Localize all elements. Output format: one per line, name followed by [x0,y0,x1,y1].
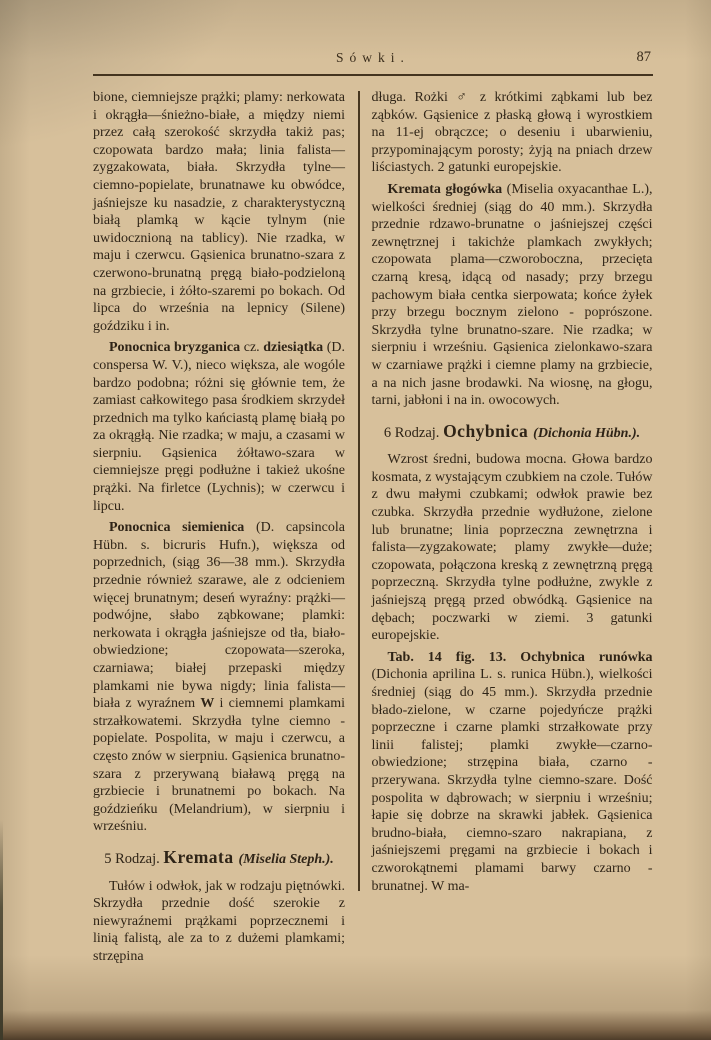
header-rule [93,74,653,76]
paragraph-genus-kremata-description [93,878,345,966]
species-name: Tab. 14 fig. 13. Ochybnica runówka [387,649,653,665]
paragraph-species-kremata-glogowka [372,181,653,410]
text-run: (Miselia oxyacanthae L.), wielkości średniej (siąg do 40 mm.). Skrzydła przednie rdzawo-brunatne o jaśniejszej części zewnętrznej i takichże plamkach zwykłych; czopowata plama—czworoboczna, przecięta czarną kresą, idącą od nasady; przy brzegu pachowym biała centka sierpowata; końce żyłek przy brzegu bocznym zielono - poprószone. Skrzydła tylne brunatno-szare. Nie rzadka; w sierpniu i wrześniu. Gąsienica zielonkawo-szara w czarniawe prążki i ciemne plamy na grzbiecie, a na nich jasne brodawki. Na wiosnę, na głogu, tarni, jabłoni i na in. owocowych. [371,181,653,409]
text-run: Wzrost średni, budowa mocna. Głowa bardzo kosmata, z wystającym czubkiem na czole. Tułów z dwu małymi czubkami; odwłok prawie bez czubka. Skrzydła przednie wydłużone, zielone lub brunatne; linia poprzeczna zewnętrzna i falista—zygzakowate; plamy zwykłe—duże; czopowata, połączona kreską z zewnętrzną pręgą poprzeczną. Skrzydła tylne podłużne, zwykle z jaśniejszą pręgą przed obwódką. Gąsienice na dębach; poczwarki w ziemi. 3 gatunki europejskie. [371,452,653,644]
species-name: Ponocnica bryzganica [109,340,241,356]
text-run: i ciemnemi plamkami strzałkowatemi. Skrzydła tylne ciemno - popielate. Pospolita, w maju i czerwcu, a często znów w sierpniu. Gąsienica brunatno-szara z przerywaną białawą pręgą na grzbiecie i brunatnemi po bokach. Na goździeńku (Melandrium), w sierpniu i wrześniu. [93,696,345,835]
text-columns [93,89,653,966]
paragraph-continuation-right [372,89,653,177]
page-number: 87 [636,49,651,65]
paragraph-species-ponocnica-bryzganica [93,339,345,515]
genus-latin-name: (Miselia Steph.). [238,851,334,867]
text-run: Tułów i odwłok, jak w rodzaju piętnówki. Skrzydła przednie dość szerokie z niewyraźnemi prążkami poprzecznemi i linią falistą, ale za to z dużemi plamkami; strzępina [93,878,345,964]
genus-latin-name: (Dichonia Hübn.). [533,425,641,441]
text-run: cz. [240,340,264,356]
heading-genus-kremata [93,846,345,869]
heading-genus-ochybnica [372,420,653,443]
scan-edge-shadow [0,820,3,1040]
species-name: Ponocnica siemienica [109,520,245,536]
species-name-alt: dziesiątka [263,340,324,356]
text-run: (D. conspersa W. V.), nieco większa, ale wogóle bardzo podobna; różni się głównie tem, że zamiast całkowitego pasa środkiem skrzydeł przednich ma tylko kańciastą plamę białą po za okrągłą. Nie rzadka; w maju, a czasami w sierpniu. Gąsienica żółtawo-szara w ciemniejsze pręgi podłużne i takież ukośne prążki. Na firletce (Lychnis); w czerwcu i lipcu. [93,340,345,514]
text-run: długa. Rożki ♂ z krótkimi ząbkami lub bez ząbków. Gąsienice z płaską głową i wyrostkiem na 11-ej obrączce; o deseniu i ubarwieniu, przypominającym porosty; żyją na pniach drzew liściastych. 2 gatunki europejskie. [371,90,653,176]
page-title: Sówki. [336,50,410,65]
paragraph-species-ochybnica-runowka [372,649,653,895]
genus-number: 6 Rodzaj. [383,424,444,441]
text-run: (Dichonia aprilina L. s. runica Hübn.), wielkości średniej (siąg do 45 mm.). Skrzydła przednie błado-zielone, w czarne pojedyńcze prążki poprzeczne i czarne plamki strzałkowate przy linii falistej; plamki zwykłe—czarno-obwiedzione; strzępina biała, czarno - przerywana. Skrzydła tylne ciemno-szare. Dość pospolita w dąbrowach; w sierpniu i wrześniu; łapie się dobrze na skrawki jabłek. Gąsienica brudno-biała, ciemno-szaro nakrapiana, z jaśniejszemi pręgami na grzbiecie i bokach i czworokątnemi plamami barwy czarno - brunatnej. W ma- [371,667,653,894]
paragraph-continuation-left [93,89,345,335]
text-run: bione, ciemniejsze prążki; plamy: nerkowata i okrągła—śnieżno-białe, a między niemi przez całą szerokość skrzydła takiż pas; czopowata bardzo mała; linia falista—zygzakowata, biała. Skrzydła tylne—ciemno-popielate, brunatnawe ku obwódce, jaśniejsze ku nasadzie, z charakterystyczną białą plamką w kącie tylnym (nie uwidocznioną na tablicy). Nie rzadka, w maju i czerwcu. Gąsienica brunatno-szara z czerwono-brunatną pręgą biało-podzieloną na grzbiecie, i żółto-szaremi po bokach. Od lipca do września na lepnicy (Silene) goździku i in. [93,90,345,334]
species-name: Kremata głogówka [387,181,503,197]
running-head [93,50,653,70]
left-column [93,89,345,966]
page-content [93,50,653,966]
genus-name: Kremata [163,846,239,867]
paragraph-species-ponocnica-siemienica [93,519,345,836]
text-run: W [200,696,215,712]
genus-number: 5 Rodzaj. [104,850,164,867]
genus-name: Ochybnica [443,420,534,441]
paragraph-genus-ochybnica-description [372,451,653,645]
right-column [372,89,653,895]
text-run: (D. capsincola Hübn. s. bicruris Hufn.), większa od poprzednich, (siąg 36—38 mm.). Skrzydła przednie również szarawe, ale z odcieniem więcej brunatnym; deseń wyraźny: prążki—podwójne, słabo ząbkowane; plamki: nerkowata i okrągła jaśniejsze od tła, biało-obwiedzione; czopowata—szeroka, czarniawa; białej przepaski między plamkami nie bywa nigdy; linia falista—biała z wyraźnem [93,520,345,712]
column-divider [358,91,360,891]
